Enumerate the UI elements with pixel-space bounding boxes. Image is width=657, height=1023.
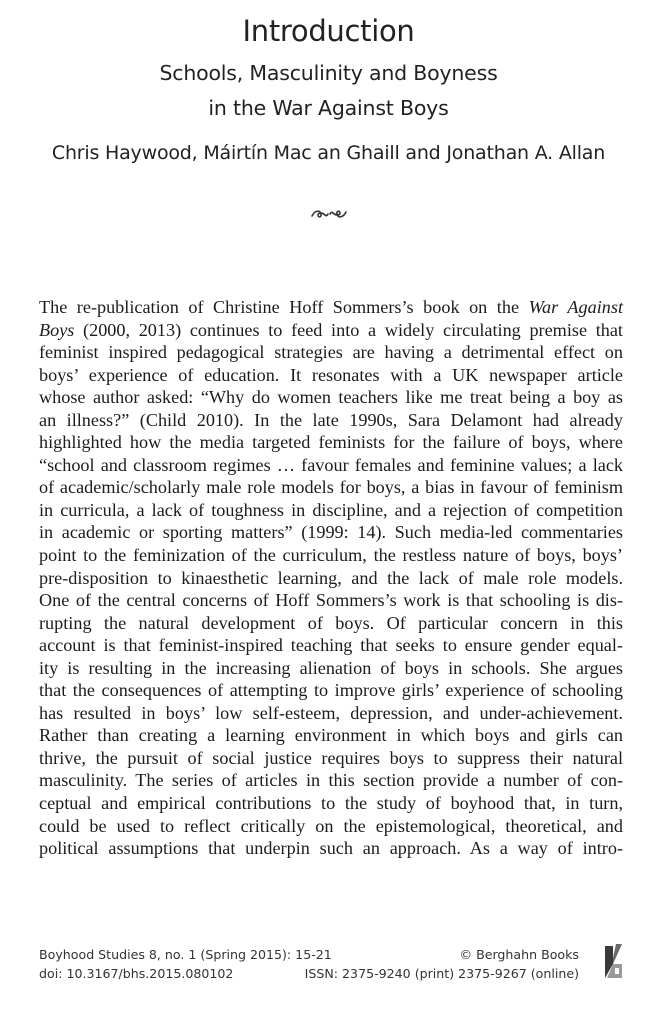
body-line bbox=[39, 589, 623, 612]
body-line-text: ity is resulting in the increasing alienation of boys in schools. She argues bbox=[39, 657, 623, 678]
body-line bbox=[39, 521, 623, 544]
body-line-text: Rather than creating a learning environment in which boys and girls can bbox=[39, 725, 623, 746]
body-line-text: pre-disposition to kinaesthetic learning, and the lack of male role models. bbox=[39, 567, 623, 588]
body-line bbox=[39, 815, 623, 838]
body-line bbox=[39, 341, 623, 364]
body-line-text: account is that feminist-inspired teaching that seeks to ensure gender equal- bbox=[39, 635, 623, 656]
issn: ISSN: 2375-9240 (print) 2375-9267 (online) bbox=[304, 966, 579, 981]
body-line bbox=[39, 364, 623, 387]
body-line-text: of academic/scholarly male role models for boys, a bias in favour of feminism bbox=[39, 477, 623, 498]
subtitle-line-1: Schools, Masculinity and Boyness bbox=[159, 61, 498, 85]
article-subtitle bbox=[0, 56, 657, 126]
body-line-text: highlighted how the media targeted feminists for the failure of boys, where bbox=[39, 432, 623, 453]
body-line-text: that the consequences of attempting to improve girls’ experience of schooling bbox=[39, 680, 623, 701]
article-title: Introduction bbox=[242, 14, 415, 48]
body-line bbox=[39, 837, 623, 860]
body-line bbox=[39, 499, 623, 522]
body-line bbox=[39, 567, 623, 590]
body-line bbox=[39, 386, 623, 409]
authors-line: Chris Haywood, Máirtín Mac an Ghaill and Jonathan A. Allan bbox=[51, 142, 606, 164]
body-line-text: rupting the natural development of boys. Of particular concern in this bbox=[39, 612, 623, 633]
body-line bbox=[39, 454, 623, 477]
body-line-text: ceptual and empirical contributions to the study of boyhood that, in turn, bbox=[39, 793, 623, 814]
body-line-text: One of the central concerns of Hoff Sommers’s work is that schooling is dis- bbox=[39, 590, 623, 611]
body-line-text: “school and classroom regimes … favour females and feminine values; a lack bbox=[39, 454, 623, 475]
body-line bbox=[39, 679, 623, 702]
body-line bbox=[39, 409, 623, 432]
body-line-text: thrive, the pursuit of social justice requires boys to suppress their natural bbox=[39, 747, 623, 768]
publisher-copyright: © Berghahn Books bbox=[459, 947, 579, 962]
fleuron-ornament-icon bbox=[0, 207, 657, 226]
body-line bbox=[39, 296, 623, 319]
berghahn-logo-icon bbox=[605, 944, 622, 980]
body-line bbox=[39, 544, 623, 567]
body-line-text: masculinity. The series of articles in this section provide a number of con- bbox=[39, 770, 623, 791]
body-line bbox=[39, 747, 623, 770]
doi: doi: 10.3167/bhs.2015.080102 bbox=[39, 966, 234, 981]
footer-right bbox=[305, 945, 579, 983]
body-line-text: point to the feminization of the curriculum, the restless nature of boys, boys’ bbox=[39, 545, 623, 566]
body-line bbox=[39, 431, 623, 454]
body-line-text: could be used to reflect critically on the epistemological, theoretical, and bbox=[39, 815, 623, 836]
body-paragraph bbox=[39, 296, 623, 860]
body-line-text: in academic or sporting matters” (1999: 14). Such media-led commentaries bbox=[39, 522, 623, 543]
italic-book-title: War Against bbox=[528, 297, 623, 317]
body-line bbox=[39, 612, 623, 635]
body-line bbox=[39, 724, 623, 747]
body-line-text: boys’ experience of education. It resonates with a UK newspaper article bbox=[39, 364, 623, 385]
body-line-text: (2000, 2013) continues to feed into a widely circulating premise that bbox=[74, 319, 623, 340]
body-line bbox=[39, 702, 623, 725]
body-line-text: has resulted in boys’ low self-esteem, depression, and under-achievement. bbox=[39, 702, 623, 723]
italic-book-title: Boys bbox=[39, 319, 75, 340]
body-line bbox=[39, 634, 623, 657]
body-line-text: political assumptions that underpin such an approach. As a way of intro- bbox=[39, 838, 623, 859]
body-line bbox=[39, 792, 623, 815]
subtitle-line-2: in the War Against Boys bbox=[208, 96, 449, 120]
body-line-text: in curricula, a lack of toughness in discipline, and a rejection of competition bbox=[39, 499, 623, 520]
body-line bbox=[39, 476, 623, 499]
body-line-text: The re-publication of Christine Hoff Sommers’s book on the bbox=[39, 297, 529, 317]
body-line-text: whose author asked: “Why do women teachers like me treat being a boy as bbox=[39, 387, 623, 408]
journal-citation: Boyhood Studies 8, no. 1 (Spring 2015): 15-21 bbox=[39, 947, 332, 962]
body-line-text: feminist inspired pedagogical strategies are having a detrimental effect on bbox=[39, 342, 623, 363]
footer-left bbox=[39, 945, 332, 983]
body-line-text: an illness?” (Child 2010). In the late 1990s, Sara Delamont had already bbox=[39, 409, 623, 430]
body-line bbox=[39, 769, 623, 792]
body-line bbox=[39, 319, 623, 342]
body-line bbox=[39, 657, 623, 680]
